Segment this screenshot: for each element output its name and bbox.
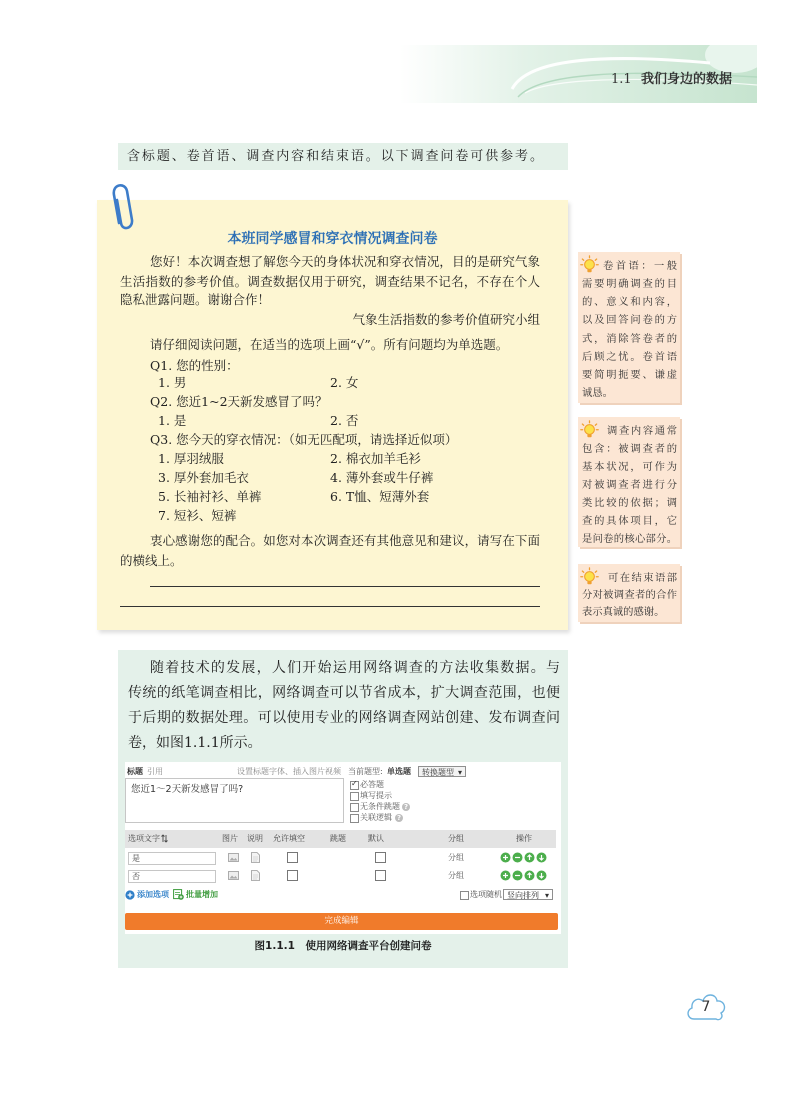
checkbox-label: 填写提示	[360, 791, 392, 800]
side-note-preamble	[578, 252, 680, 403]
skip-checkbox	[350, 803, 359, 812]
question-title-text: 您近1～2天新发感冒了吗?	[131, 784, 244, 795]
image-icon	[228, 853, 239, 862]
note-line: 诚恳。	[582, 387, 613, 399]
document-icon	[251, 870, 260, 881]
side-note-closing	[578, 564, 680, 622]
question-type-label: 当前题型:	[348, 767, 383, 776]
question-type-value: 单选题	[387, 767, 411, 776]
side-note-content	[578, 417, 680, 547]
note-line: 卷首语：一般	[603, 260, 677, 272]
note-line: 的、意义和内容，	[582, 296, 677, 308]
column-header: 默认	[368, 834, 384, 843]
option: 4. 薄外套或牛仔裤	[330, 470, 434, 485]
question-q2: Q2. 您近1~2天新发感冒了吗？	[150, 394, 328, 409]
column-header: 说明	[247, 834, 263, 843]
questionnaire-title: 本班同学感冒和穿衣情况调查问卷	[227, 231, 438, 247]
option: 2. 棉衣加羊毛衫	[330, 451, 421, 466]
answer-line	[150, 586, 540, 587]
checkbox-label: 无条件跳题	[360, 802, 400, 811]
title-tools-link: 设置标题字体、插入图片视频	[237, 767, 341, 776]
logic-checkbox	[350, 814, 359, 823]
closing-line: 的横线上。	[120, 553, 183, 568]
batch-add-icon	[173, 889, 184, 900]
column-header: 允许填空	[273, 834, 305, 843]
note-line: 对被调查者进行分	[582, 479, 677, 491]
body-line: 于后期的数据处理。可以使用专业的网络调查网站创建、发布调查问	[128, 710, 560, 726]
preamble-line: 隐私泄露问题。谢谢合作！	[120, 292, 271, 307]
answer-line	[120, 606, 540, 607]
default-checkbox	[375, 852, 386, 863]
note-line: 基本状况，可作为	[582, 461, 677, 473]
intro-line: 含标题、卷首语、调查内容和结束语。以下调查问卷可供参考。	[127, 149, 543, 164]
figure-caption: 图1.1.1 使用网络调查平台创建问卷	[254, 940, 432, 952]
instruction: 请仔细阅读问题，在适当的选项上画“√”。所有问题均为单选题。	[150, 337, 509, 352]
lightbulb-icon	[580, 420, 599, 439]
note-line: 类比较的依据；调	[582, 497, 677, 509]
sort-icon	[161, 834, 168, 843]
question-title-field	[125, 778, 344, 823]
allow-fill-checkbox	[287, 852, 298, 863]
option: 7. 短衫、短裤	[158, 508, 237, 523]
row-operations-icons	[500, 870, 550, 881]
section-title: 我们身边的数据	[641, 72, 733, 87]
note-line: 表示真诚的感谢。	[582, 606, 665, 618]
allow-fill-checkbox	[287, 870, 298, 881]
add-option-icon	[125, 890, 135, 900]
checkbox-label: 关联逻辑	[360, 813, 392, 822]
column-header: 图片	[222, 834, 238, 843]
option-text: 是	[132, 854, 140, 863]
option-text-field	[128, 870, 216, 883]
document-icon	[251, 852, 260, 863]
preamble-line: 生活指数的参考价值。调查数据仅用于研究，调查结果不记名，不存在个人	[120, 274, 540, 289]
note-line: 后顾之忧。卷首语	[582, 351, 677, 363]
note-line: 需要明确调查的目	[582, 278, 677, 290]
column-header: 操作	[516, 834, 532, 843]
preamble-line: 您好！本次调查想了解您今天的身体状况和穿衣情况，目的是研究气象	[150, 254, 540, 269]
checkbox-label: 必答题	[360, 780, 384, 789]
option: 2. 女	[330, 375, 359, 390]
option: 1. 是	[158, 413, 187, 428]
note-line: 式，消除答卷者的	[582, 333, 677, 345]
paperclip-icon	[108, 181, 140, 235]
note-line: 包含：被调查者的	[582, 443, 677, 455]
option: 5. 长袖衬衫、单裤	[158, 489, 262, 504]
layout-select: 竖向排列 ▾	[503, 889, 553, 900]
note-line: 以及回答问卷的方	[582, 314, 677, 326]
lightbulb-icon	[580, 567, 599, 586]
note-line: 要简明扼要、谦虚	[582, 369, 677, 381]
note-line: 可在结束语部	[608, 572, 677, 584]
batch-add-link: 批量增加	[186, 890, 218, 899]
title-label: 标题	[127, 767, 143, 776]
column-header: 选项文字	[128, 834, 160, 843]
note-line: 查的具体项目，它	[582, 515, 677, 527]
finish-edit-button: 完成编辑	[125, 913, 558, 930]
row-operations-icons	[500, 852, 550, 863]
survey-editor-screenshot	[125, 762, 561, 934]
option-text-field	[128, 852, 216, 865]
question-q3: Q3. 您今天的穿衣情况：（如无匹配项，请选择近似项）	[150, 432, 458, 447]
random-order-checkbox	[460, 891, 469, 900]
option-text: 否	[132, 872, 140, 881]
required-checkbox	[350, 781, 359, 790]
random-order-label: 选项随机	[470, 890, 502, 899]
column-header: 跳题	[330, 834, 346, 843]
body-line: 卷，如图1.1.1所示。	[128, 735, 262, 751]
note-line: 分对被调查者的合作	[582, 589, 677, 601]
body-line: 传统的纸笔调查相比，网络调查可以节省成本，扩大调查范围，也便	[128, 685, 560, 701]
option: 1. 男	[158, 375, 187, 390]
option: 6. T恤、短薄外套	[330, 489, 430, 504]
body-line: 随着技术的发展，人们开始运用网络调查的方法收集数据。与	[150, 660, 560, 676]
image-icon	[228, 871, 239, 880]
closing-line: 衷心感谢您的配合。如您对本次调查还有其他意见和建议，请写在下面	[150, 533, 540, 548]
quote-link: 引用	[147, 767, 163, 776]
option: 3. 厚外套加毛衣	[158, 470, 249, 485]
convert-type-dropdown: 转换题型 ▾	[418, 766, 466, 777]
note-line: 是问卷的核心部分。	[582, 533, 677, 545]
section-number: 1.1	[611, 72, 632, 87]
option: 1. 厚羽绒服	[158, 451, 224, 466]
lightbulb-icon	[580, 255, 599, 274]
page-number: 7	[701, 999, 711, 1015]
group-link: 分组	[448, 871, 464, 880]
signature: 气象生活指数的参考价值研究小组	[352, 312, 540, 327]
option: 2. 否	[330, 413, 359, 428]
group-link: 分组	[448, 853, 464, 862]
column-header: 分组	[448, 834, 464, 843]
note-line: 调查内容通常	[607, 425, 677, 437]
add-option-link: 添加选项	[137, 890, 169, 899]
default-checkbox	[375, 870, 386, 881]
hint-checkbox	[350, 792, 359, 801]
help-icon	[395, 814, 403, 822]
help-icon	[402, 803, 410, 811]
question-q1: Q1. 您的性别：	[150, 358, 239, 373]
